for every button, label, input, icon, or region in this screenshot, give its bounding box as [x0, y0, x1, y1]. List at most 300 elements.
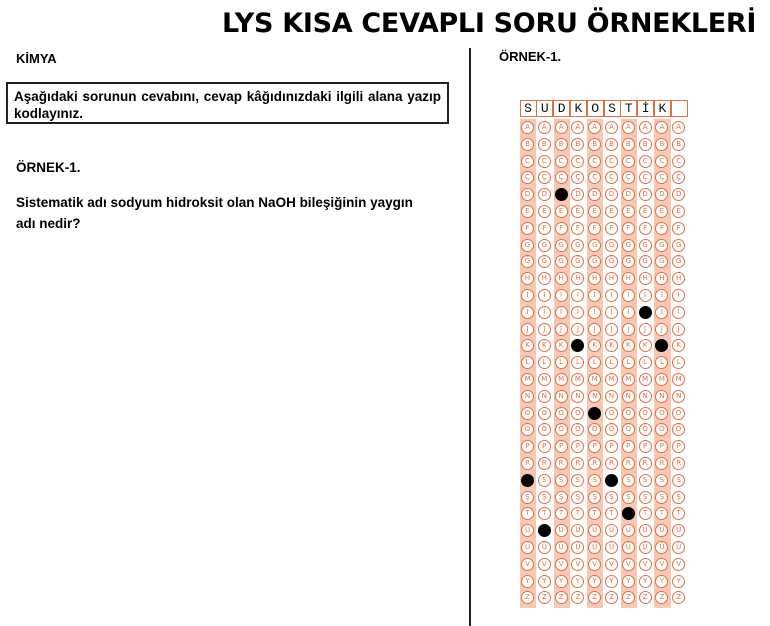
- bubble[interactable]: H: [639, 272, 652, 285]
- bubble[interactable]: J: [639, 323, 652, 336]
- bubble[interactable]: V: [588, 558, 601, 571]
- bubble[interactable]: Z: [555, 591, 568, 604]
- answer-letter-box: İ: [637, 100, 654, 117]
- bubble[interactable]: Ç: [555, 171, 568, 184]
- bubble[interactable]: Ğ: [622, 255, 635, 268]
- bubble[interactable]: Y: [655, 575, 668, 588]
- bubble[interactable]: V: [571, 558, 584, 571]
- bubble[interactable]: N: [655, 390, 668, 403]
- bubble[interactable]: D: [588, 188, 601, 201]
- bubble[interactable]: E: [588, 205, 601, 218]
- bubble[interactable]: T: [555, 507, 568, 520]
- bubble[interactable]: U: [571, 524, 584, 537]
- bubble[interactable]: F: [655, 222, 668, 235]
- bubble[interactable]: Ş: [672, 491, 685, 504]
- bubble[interactable]: S: [571, 474, 584, 487]
- bubble[interactable]: Ç: [622, 171, 635, 184]
- bubble[interactable]: Ç: [605, 171, 618, 184]
- bubble[interactable]: Y: [639, 575, 652, 588]
- bubble[interactable]: İ: [571, 306, 584, 319]
- bubble[interactable]: Ş: [571, 491, 584, 504]
- bubble-filled[interactable]: S: [605, 474, 618, 487]
- bubble[interactable]: A: [571, 121, 584, 134]
- bubble[interactable]: V: [672, 558, 685, 571]
- bubble[interactable]: L: [655, 356, 668, 369]
- bubble[interactable]: Ç: [538, 171, 551, 184]
- bubble[interactable]: H: [672, 272, 685, 285]
- bubble[interactable]: K: [521, 339, 534, 352]
- bubble[interactable]: T: [588, 507, 601, 520]
- bubble[interactable]: L: [672, 356, 685, 369]
- bubble[interactable]: Y: [672, 575, 685, 588]
- bubble[interactable]: L: [555, 356, 568, 369]
- bubble[interactable]: R: [622, 457, 635, 470]
- bubble[interactable]: I: [622, 289, 635, 302]
- bubble[interactable]: Ü: [672, 541, 685, 554]
- bubble[interactable]: Ü: [571, 541, 584, 554]
- bubble[interactable]: L: [622, 356, 635, 369]
- answer-letter-box: K: [570, 100, 587, 117]
- bubble[interactable]: Ü: [605, 541, 618, 554]
- bubble[interactable]: H: [555, 272, 568, 285]
- bubble-filled[interactable]: K: [571, 339, 584, 352]
- bubble[interactable]: T: [655, 507, 668, 520]
- bubble[interactable]: J: [605, 323, 618, 336]
- answer-letter-box: S: [604, 100, 621, 117]
- bubble[interactable]: F: [639, 222, 652, 235]
- bubble[interactable]: Ç: [588, 171, 601, 184]
- bubble[interactable]: N: [571, 390, 584, 403]
- bubble[interactable]: Ü: [555, 541, 568, 554]
- bubble[interactable]: F: [622, 222, 635, 235]
- bubble[interactable]: S: [622, 474, 635, 487]
- bubble[interactable]: P: [521, 440, 534, 453]
- bubble[interactable]: O: [571, 407, 584, 420]
- bubble[interactable]: F: [571, 222, 584, 235]
- bubble[interactable]: M: [622, 373, 635, 386]
- bubble[interactable]: J: [555, 323, 568, 336]
- bubble[interactable]: O: [622, 407, 635, 420]
- bubble[interactable]: U: [672, 524, 685, 537]
- bubble[interactable]: O: [555, 407, 568, 420]
- bubble[interactable]: M: [672, 373, 685, 386]
- bubble[interactable]: M: [605, 373, 618, 386]
- bubble[interactable]: B: [672, 138, 685, 151]
- bubble[interactable]: O: [605, 407, 618, 420]
- bubble[interactable]: R: [672, 457, 685, 470]
- bubble[interactable]: Z: [672, 591, 685, 604]
- bubble[interactable]: Z: [538, 591, 551, 604]
- bubble[interactable]: Ü: [521, 541, 534, 554]
- bubble[interactable]: F: [588, 222, 601, 235]
- bubble[interactable]: D: [622, 188, 635, 201]
- bubble[interactable]: S: [655, 474, 668, 487]
- bubble[interactable]: İ: [521, 306, 534, 319]
- bubble[interactable]: Ş: [605, 491, 618, 504]
- bubble[interactable]: M: [538, 373, 551, 386]
- bubble[interactable]: H: [605, 272, 618, 285]
- bubble[interactable]: Ö: [639, 423, 652, 436]
- bubble[interactable]: Ğ: [639, 255, 652, 268]
- bubble[interactable]: Ö: [555, 423, 568, 436]
- answer-letter-box: T: [620, 100, 637, 117]
- bubble[interactable]: A: [588, 121, 601, 134]
- bubble[interactable]: V: [555, 558, 568, 571]
- bubble[interactable]: P: [672, 440, 685, 453]
- bubble[interactable]: L: [639, 356, 652, 369]
- bubble[interactable]: Ü: [622, 541, 635, 554]
- bubble[interactable]: U: [639, 524, 652, 537]
- bubble[interactable]: P: [555, 440, 568, 453]
- bubble[interactable]: E: [571, 205, 584, 218]
- bubble[interactable]: C: [672, 155, 685, 168]
- bubble[interactable]: P: [639, 440, 652, 453]
- answer-letter-box: O: [587, 100, 604, 117]
- bubble[interactable]: N: [521, 390, 534, 403]
- answer-letter-box: K: [654, 100, 671, 117]
- bubble[interactable]: P: [622, 440, 635, 453]
- bubble[interactable]: U: [588, 524, 601, 537]
- bubble[interactable]: L: [538, 356, 551, 369]
- bubble[interactable]: D: [571, 188, 584, 201]
- bubble[interactable]: H: [571, 272, 584, 285]
- bubble[interactable]: D: [672, 188, 685, 201]
- bubble[interactable]: V: [521, 558, 534, 571]
- bubble[interactable]: L: [571, 356, 584, 369]
- bubble[interactable]: H: [622, 272, 635, 285]
- bubble[interactable]: O: [672, 407, 685, 420]
- bubble[interactable]: Z: [655, 591, 668, 604]
- bubble[interactable]: U: [622, 524, 635, 537]
- bubble[interactable]: T: [605, 507, 618, 520]
- bubble-filled[interactable]: S: [521, 474, 534, 487]
- bubble[interactable]: D: [655, 188, 668, 201]
- bubble[interactable]: Ğ: [555, 255, 568, 268]
- bubble[interactable]: A: [538, 121, 551, 134]
- bubble[interactable]: Ş: [588, 491, 601, 504]
- bubble[interactable]: R: [639, 457, 652, 470]
- question-text: Sistematik adı sodyum hidroksit olan NaOH bileşiğinin yaygın adı nedir?: [16, 195, 413, 231]
- bubble[interactable]: G: [571, 239, 584, 252]
- bubble[interactable]: E: [639, 205, 652, 218]
- bubble[interactable]: Y: [605, 575, 618, 588]
- bubble[interactable]: Ü: [538, 541, 551, 554]
- bubble[interactable]: Ç: [571, 171, 584, 184]
- bubble[interactable]: J: [588, 323, 601, 336]
- bubble[interactable]: T: [538, 507, 551, 520]
- bubble[interactable]: V: [538, 558, 551, 571]
- bubble[interactable]: M: [588, 373, 601, 386]
- bubble[interactable]: C: [605, 155, 618, 168]
- bubble[interactable]: L: [588, 356, 601, 369]
- bubble[interactable]: K: [588, 339, 601, 352]
- bubble[interactable]: Ö: [672, 423, 685, 436]
- bubble[interactable]: J: [521, 323, 534, 336]
- bubble[interactable]: J: [571, 323, 584, 336]
- answer-letter-box: U: [536, 100, 553, 117]
- bubble[interactable]: R: [588, 457, 601, 470]
- bubble[interactable]: İ: [605, 306, 618, 319]
- bubble[interactable]: E: [655, 205, 668, 218]
- bubble[interactable]: T: [521, 507, 534, 520]
- bubble[interactable]: Z: [622, 591, 635, 604]
- bubble-filled[interactable]: İ: [639, 306, 652, 319]
- bubble[interactable]: M: [655, 373, 668, 386]
- bubble[interactable]: O: [521, 407, 534, 420]
- bubble[interactable]: I: [538, 289, 551, 302]
- bubble[interactable]: Z: [588, 591, 601, 604]
- bubble[interactable]: I: [555, 289, 568, 302]
- bubble[interactable]: P: [605, 440, 618, 453]
- bubble[interactable]: B: [571, 138, 584, 151]
- bubble[interactable]: D: [639, 188, 652, 201]
- bubble[interactable]: F: [555, 222, 568, 235]
- bubble[interactable]: T: [639, 507, 652, 520]
- bubble[interactable]: Ğ: [655, 255, 668, 268]
- bubble[interactable]: B: [605, 138, 618, 151]
- bubble[interactable]: J: [672, 323, 685, 336]
- bubble[interactable]: J: [538, 323, 551, 336]
- bubble[interactable]: R: [655, 457, 668, 470]
- bubble[interactable]: R: [571, 457, 584, 470]
- bubble[interactable]: N: [639, 390, 652, 403]
- bubble[interactable]: F: [538, 222, 551, 235]
- bubble[interactable]: Ğ: [672, 255, 685, 268]
- bubble[interactable]: K: [555, 339, 568, 352]
- bubble[interactable]: Ş: [639, 491, 652, 504]
- bubble[interactable]: H: [655, 272, 668, 285]
- bubble[interactable]: R: [605, 457, 618, 470]
- bubble[interactable]: A: [605, 121, 618, 134]
- bubble[interactable]: G: [672, 239, 685, 252]
- bubble[interactable]: Ğ: [538, 255, 551, 268]
- bubble[interactable]: Y: [538, 575, 551, 588]
- bubble[interactable]: N: [588, 390, 601, 403]
- bubble[interactable]: J: [655, 323, 668, 336]
- bubble[interactable]: M: [521, 373, 534, 386]
- bubble[interactable]: U: [605, 524, 618, 537]
- bubble[interactable]: C: [655, 155, 668, 168]
- bubble[interactable]: İ: [538, 306, 551, 319]
- bubble[interactable]: V: [639, 558, 652, 571]
- bubble[interactable]: Y: [521, 575, 534, 588]
- bubble-filled[interactable]: U: [538, 524, 551, 537]
- bubble[interactable]: E: [555, 205, 568, 218]
- bubble[interactable]: İ: [655, 306, 668, 319]
- bubble[interactable]: B: [655, 138, 668, 151]
- bubble[interactable]: R: [521, 457, 534, 470]
- bubble[interactable]: H: [538, 272, 551, 285]
- bubble[interactable]: Ç: [672, 171, 685, 184]
- bubble[interactable]: G: [639, 239, 652, 252]
- bubble[interactable]: B: [622, 138, 635, 151]
- bubble[interactable]: F: [521, 222, 534, 235]
- answer-letter-box: S: [520, 100, 537, 117]
- bubble[interactable]: S: [672, 474, 685, 487]
- bubble[interactable]: Ü: [655, 541, 668, 554]
- bubble[interactable]: B: [555, 138, 568, 151]
- bubble[interactable]: C: [622, 155, 635, 168]
- bubble[interactable]: F: [672, 222, 685, 235]
- bubble[interactable]: U: [655, 524, 668, 537]
- bubble[interactable]: J: [622, 323, 635, 336]
- bubble[interactable]: Ö: [622, 423, 635, 436]
- bubble[interactable]: Ç: [655, 171, 668, 184]
- bubble[interactable]: K: [538, 339, 551, 352]
- bubble[interactable]: P: [571, 440, 584, 453]
- bubble[interactable]: V: [605, 558, 618, 571]
- bubble[interactable]: I: [605, 289, 618, 302]
- bubble[interactable]: İ: [622, 306, 635, 319]
- bubble[interactable]: İ: [672, 306, 685, 319]
- bubble[interactable]: N: [622, 390, 635, 403]
- bubble[interactable]: A: [555, 121, 568, 134]
- bubble[interactable]: C: [571, 155, 584, 168]
- bubble[interactable]: S: [588, 474, 601, 487]
- bubble[interactable]: D: [521, 188, 534, 201]
- bubble[interactable]: S: [538, 474, 551, 487]
- bubble[interactable]: K: [672, 339, 685, 352]
- bubble[interactable]: B: [639, 138, 652, 151]
- bubble[interactable]: R: [555, 457, 568, 470]
- bubble[interactable]: L: [521, 356, 534, 369]
- bubble[interactable]: S: [555, 474, 568, 487]
- bubble[interactable]: V: [655, 558, 668, 571]
- bubble[interactable]: R: [538, 457, 551, 470]
- bubble[interactable]: G: [521, 239, 534, 252]
- bubble[interactable]: Ü: [588, 541, 601, 554]
- bubble[interactable]: L: [605, 356, 618, 369]
- bubble[interactable]: T: [571, 507, 584, 520]
- bubble[interactable]: Ğ: [571, 255, 584, 268]
- bubble[interactable]: O: [538, 407, 551, 420]
- bubble-filled[interactable]: D: [555, 188, 568, 201]
- bubble[interactable]: E: [605, 205, 618, 218]
- bubble[interactable]: G: [538, 239, 551, 252]
- bubble[interactable]: E: [521, 205, 534, 218]
- bubble[interactable]: Y: [622, 575, 635, 588]
- bubble[interactable]: K: [605, 339, 618, 352]
- bubble[interactable]: A: [622, 121, 635, 134]
- bubble[interactable]: U: [555, 524, 568, 537]
- bubble[interactable]: F: [605, 222, 618, 235]
- bubble[interactable]: Ö: [571, 423, 584, 436]
- bubble[interactable]: M: [555, 373, 568, 386]
- bubble[interactable]: C: [588, 155, 601, 168]
- bubble[interactable]: Ş: [538, 491, 551, 504]
- bubble[interactable]: G: [605, 239, 618, 252]
- bubble[interactable]: B: [588, 138, 601, 151]
- bubble[interactable]: C: [521, 155, 534, 168]
- bubble-filled[interactable]: O: [588, 407, 601, 420]
- bubble[interactable]: G: [655, 239, 668, 252]
- bubble[interactable]: D: [538, 188, 551, 201]
- bubble[interactable]: Y: [555, 575, 568, 588]
- bubble[interactable]: I: [639, 289, 652, 302]
- bubble[interactable]: B: [521, 138, 534, 151]
- bubble[interactable]: E: [538, 205, 551, 218]
- bubble[interactable]: H: [588, 272, 601, 285]
- bubble[interactable]: Ğ: [521, 255, 534, 268]
- bubble[interactable]: I: [521, 289, 534, 302]
- bubble[interactable]: G: [588, 239, 601, 252]
- bubble[interactable]: Ö: [521, 423, 534, 436]
- bubble[interactable]: Ö: [605, 423, 618, 436]
- bubble[interactable]: Z: [639, 591, 652, 604]
- bubble[interactable]: A: [672, 121, 685, 134]
- bubble[interactable]: O: [639, 407, 652, 420]
- bubble[interactable]: N: [555, 390, 568, 403]
- bubble[interactable]: Y: [571, 575, 584, 588]
- bubble[interactable]: Y: [588, 575, 601, 588]
- bubble[interactable]: P: [655, 440, 668, 453]
- bubble-filled[interactable]: K: [655, 339, 668, 352]
- bubble[interactable]: Ü: [639, 541, 652, 554]
- bubble[interactable]: P: [588, 440, 601, 453]
- bubble[interactable]: Z: [605, 591, 618, 604]
- bubble[interactable]: T: [672, 507, 685, 520]
- bubble[interactable]: V: [622, 558, 635, 571]
- bubble[interactable]: C: [555, 155, 568, 168]
- bubble[interactable]: Ğ: [588, 255, 601, 268]
- bubble[interactable]: M: [639, 373, 652, 386]
- bubble[interactable]: E: [622, 205, 635, 218]
- bubble[interactable]: A: [639, 121, 652, 134]
- bubble[interactable]: İ: [588, 306, 601, 319]
- bubble[interactable]: O: [655, 407, 668, 420]
- bubble[interactable]: P: [538, 440, 551, 453]
- answer-letter-box: [671, 100, 688, 117]
- bubble[interactable]: Z: [571, 591, 584, 604]
- bubble[interactable]: İ: [555, 306, 568, 319]
- bubble[interactable]: U: [521, 524, 534, 537]
- bubble[interactable]: Z: [521, 591, 534, 604]
- bubble[interactable]: Ğ: [605, 255, 618, 268]
- bubble[interactable]: G: [622, 239, 635, 252]
- bubble[interactable]: B: [538, 138, 551, 151]
- bubble[interactable]: S: [639, 474, 652, 487]
- bubble[interactable]: Ç: [521, 171, 534, 184]
- bubble[interactable]: G: [555, 239, 568, 252]
- bubble[interactable]: Ö: [655, 423, 668, 436]
- bubble[interactable]: N: [538, 390, 551, 403]
- bubble[interactable]: D: [605, 188, 618, 201]
- bubble[interactable]: A: [655, 121, 668, 134]
- bubble[interactable]: N: [605, 390, 618, 403]
- bubble[interactable]: A: [521, 121, 534, 134]
- bubble[interactable]: I: [655, 289, 668, 302]
- bubble[interactable]: Ş: [521, 491, 534, 504]
- bubble-filled[interactable]: T: [622, 507, 635, 520]
- bubble[interactable]: E: [672, 205, 685, 218]
- bubble[interactable]: N: [672, 390, 685, 403]
- bubble[interactable]: I: [588, 289, 601, 302]
- bubble[interactable]: K: [639, 339, 652, 352]
- bubble[interactable]: Ş: [655, 491, 668, 504]
- bubble[interactable]: Ç: [639, 171, 652, 184]
- bubble[interactable]: H: [521, 272, 534, 285]
- bubble[interactable]: K: [622, 339, 635, 352]
- bubble[interactable]: I: [571, 289, 584, 302]
- bubble[interactable]: C: [639, 155, 652, 168]
- bubble[interactable]: C: [538, 155, 551, 168]
- bubble[interactable]: Ö: [588, 423, 601, 436]
- bubble[interactable]: Ş: [555, 491, 568, 504]
- bubble[interactable]: I: [672, 289, 685, 302]
- bubble[interactable]: Ö: [538, 423, 551, 436]
- bubble[interactable]: Ş: [622, 491, 635, 504]
- bubble[interactable]: M: [571, 373, 584, 386]
